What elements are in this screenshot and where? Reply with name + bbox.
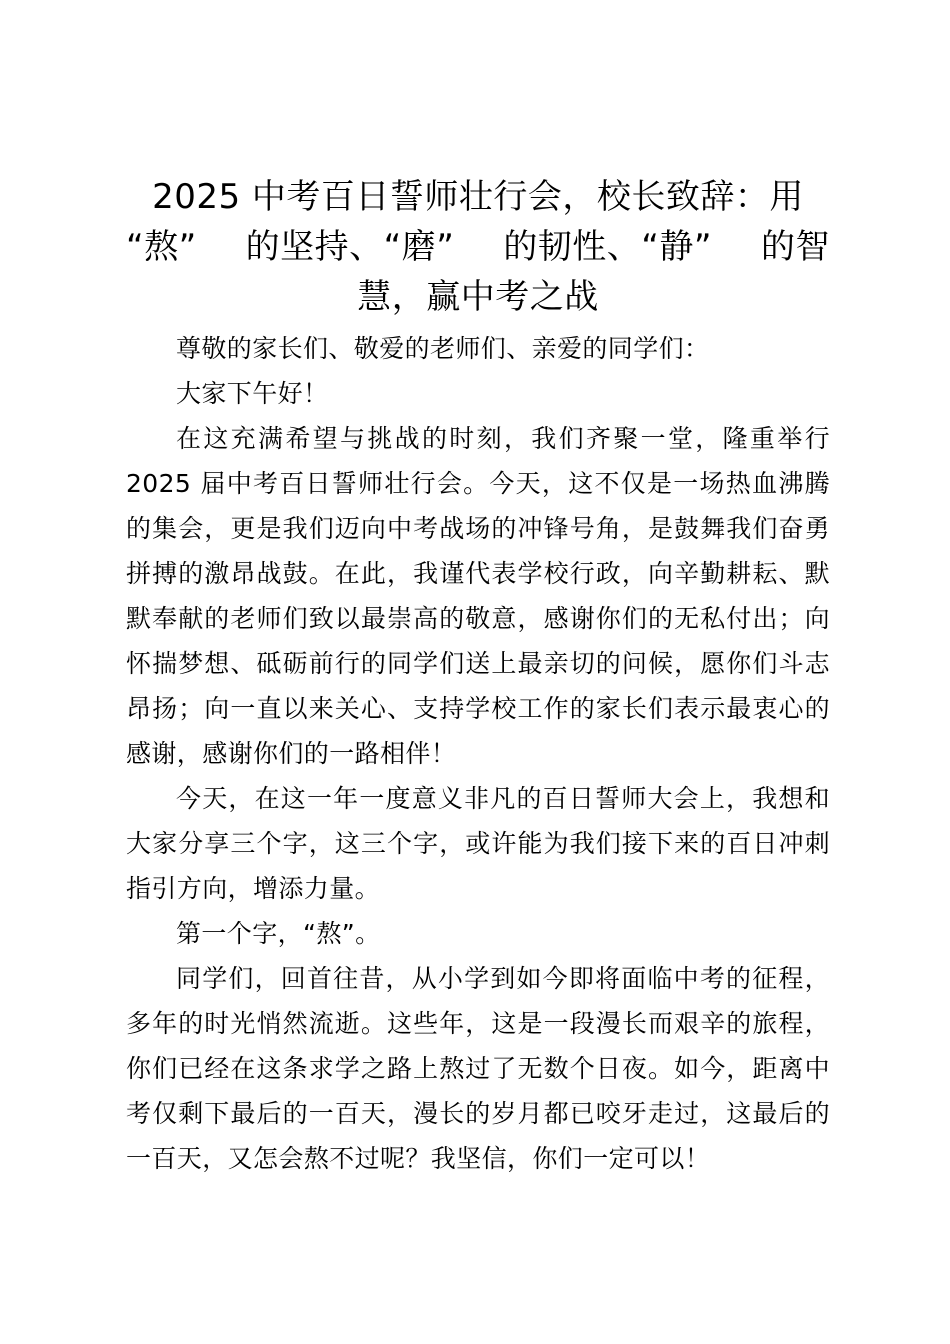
- title-line-2-part-4: 的智: [760, 227, 830, 267]
- intro-three-words-paragraph: 今天，在这一年一度意义非凡的百日誓师大会上，我想和大家分享三个字，这三个字，或许能为我们接下来的百日冲刺指引方向，增添力量。: [126, 784, 830, 903]
- title-line-2-part-2: 的坚持、“磨”: [245, 227, 455, 267]
- first-word-paragraph: 同学们，回首往昔，从小学到如今即将面临中考的征程，多年的时光悄然流逝。这些年，这是一段漫长而艰辛的旅程，你们已经在这条求学之路上熬过了无数个日夜。如今，距离中考仅剩下最后的一百天，漫长的岁月都已咬牙走过，这最后的一百天，又怎会熬不过呢？我坚信，你们一定可以！: [126, 964, 830, 1173]
- document-body: [126, 326, 830, 1181]
- document-title: [126, 172, 830, 322]
- document-page: [126, 172, 830, 1181]
- title-line-2-part-1: “熬”: [126, 227, 197, 267]
- salutation-paragraph: 尊敬的家长们、敬爱的老师们、亲爱的同学们：: [176, 334, 710, 363]
- title-line-3: 慧，赢中考之战: [357, 277, 599, 317]
- title-line-2-part-3: 的韧性、“静”: [503, 227, 713, 267]
- title-line-2: [126, 222, 830, 272]
- greeting-paragraph: 大家下午好！: [176, 379, 329, 408]
- title-line-1: 2025 中考百日誓师壮行会，校长致辞：用: [152, 177, 804, 217]
- first-word-heading: 第一个字，“熬”。: [176, 919, 381, 948]
- opening-paragraph: 在这充满希望与挑战的时刻，我们齐聚一堂，隆重举行2025 届中考百日誓师壮行会。今天，这不仅是一场热血沸腾的集会，更是我们迈向中考战场的冲锋号角，是鼓舞我们奋勇拼搏的激昂战鼓。在此，我谨代表学校行政，向辛勤耕耘、默默奉献的老师们致以最崇高的敬意，感谢你们的无私付出；向怀揣梦想、砥砺前行的同学们送上最亲切的问候，愿你们斗志昂扬；向一直以来关心、支持学校工作的家长们表示最衷心的感谢，感谢你们的一路相伴！: [126, 424, 830, 768]
